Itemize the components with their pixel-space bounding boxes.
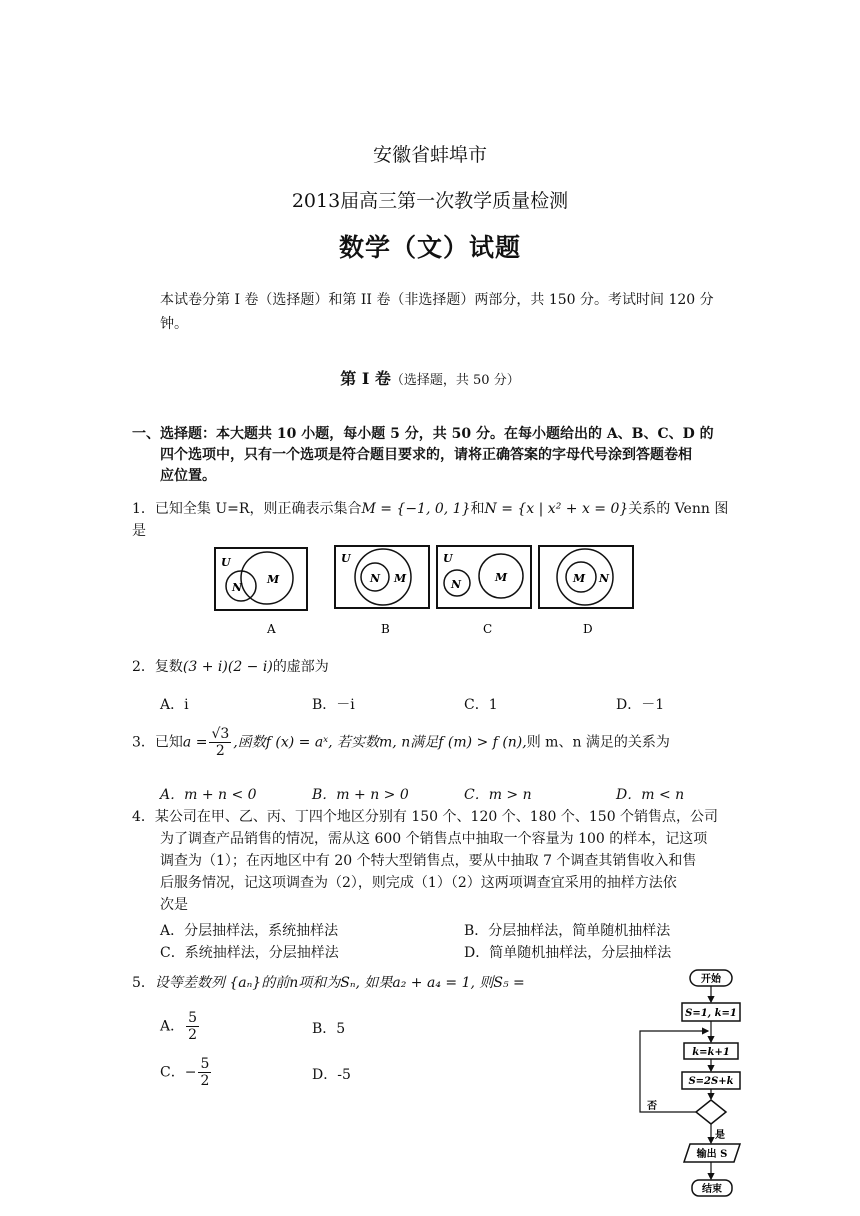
exam-line: 2013届高三第一次教学质量检测 — [291, 190, 569, 212]
q3-option-a[interactable]: A．m + n < 0 — [160, 787, 257, 803]
page-title: 数学（文）试题 — [338, 233, 521, 262]
venn-option-letter: A — [267, 622, 276, 636]
section-heading — [132, 424, 742, 487]
question-number: 5． — [132, 975, 155, 991]
question-3 — [132, 726, 742, 759]
q3-option-c[interactable]: C．m > n — [464, 787, 532, 803]
q4-option-b[interactable]: B．分层抽样法，简单随机抽样法 — [464, 923, 671, 939]
venn-u-label: U — [341, 552, 351, 565]
flow-init-label: S=1, k=1 — [685, 1008, 737, 1019]
q5-option-b[interactable]: B．5 — [312, 1021, 346, 1037]
venn-u-label: U — [221, 556, 231, 569]
flow-step2-label: S=2S+k — [688, 1076, 734, 1087]
section-line-1: 一、选择题：本大题共 10 小题，每小题 5 分，共 50 分。在每小题给出的 A、B、C、D 的 — [132, 426, 714, 442]
venn-option-d — [539, 546, 633, 636]
venn-m-label: M — [394, 572, 407, 585]
question-text: 已知全集 U=R，则正确表示集合 — [154, 501, 362, 517]
question-text: 复数 — [154, 659, 183, 675]
venn-n-label: N — [451, 578, 462, 591]
question-text: 后服务情况，记这项调查为（2），则完成（1）（2）这两项调查宜采用的抽样方法依 — [160, 875, 677, 891]
q2-option-b[interactable]: B．－i — [312, 697, 355, 713]
function-expr: ,函数f (x) = aˣ, 若实数m, n满足f (m) > f (n), — [233, 734, 527, 751]
complex-expr: (3 + i)(2 − i) — [182, 659, 273, 675]
venn-n-label: N — [232, 581, 243, 594]
question-2 — [132, 656, 742, 678]
question-number: 1． — [132, 501, 155, 517]
venn-u-label: U — [443, 552, 453, 565]
question-text: 和 — [470, 501, 485, 517]
flow-start-label: 开始 — [701, 974, 721, 985]
question-number: 2． — [132, 659, 155, 675]
fraction-sqrt3-over-2: $\frac{√3}{2}$ — [211, 726, 230, 759]
intro-text: 本试卷分第 I 卷（选择题）和第 II 卷（非选择题）两部分，共 150 分。考试时间 120 分钟。 — [160, 292, 714, 332]
q5-option-c[interactable]: C．− $\frac{5}{2}$ — [160, 1056, 210, 1089]
flow-no-label: 否 — [647, 1101, 657, 1112]
flow-end-label: 结束 — [702, 1184, 722, 1195]
question-4-body — [160, 828, 740, 916]
question-1 — [132, 498, 742, 542]
venn-m-label: M — [573, 572, 586, 585]
part-title — [0, 366, 860, 389]
venn-option-letter: C — [483, 622, 493, 636]
q2-option-c[interactable]: C．1 — [464, 697, 498, 713]
q3-option-d[interactable]: D．m < n — [616, 787, 685, 803]
question-text: 的虚部为 — [272, 659, 329, 675]
q3-option-b[interactable]: B．m + n > 0 — [312, 787, 409, 803]
venn-option-letter: B — [381, 622, 390, 636]
section-line-2: 四个选项中，只有一个选项是符合题目要求的，请将正确答案的字母代号涂到答题卷相 — [160, 447, 692, 463]
question-text: 关系的 Venn 图是 — [132, 501, 729, 539]
question-number: 3． — [132, 734, 155, 751]
question-text: 为了调查产品销售的情况，需从这 600 个销售点中抽取一个容量为 100 的样本，记这项 — [160, 831, 708, 847]
question-text: 次是 — [160, 897, 188, 913]
question-5 — [132, 972, 552, 994]
q5-option-d[interactable]: D．-5 — [312, 1067, 351, 1083]
set-m-expr: M = {−1, 0, 1} — [361, 501, 471, 517]
venn-option-a — [215, 548, 307, 636]
question-text: 某公司在甲、乙、丙、丁四个地区分别有 150 个、120 个、180 个、150 个销售点，公司 — [154, 809, 719, 825]
q2-option-d[interactable]: D．－1 — [616, 697, 665, 713]
question-4 — [132, 806, 742, 828]
venn-option-letter: D — [583, 622, 593, 636]
a-expr: a = — [182, 734, 208, 751]
venn-m-label: M — [267, 573, 280, 586]
school-line: 安徽省蚌埠市 — [372, 144, 487, 166]
section-line-3: 应位置。 — [160, 468, 216, 484]
venn-option-c — [437, 546, 531, 636]
venn-diagrams — [205, 540, 645, 640]
flowchart — [620, 968, 750, 1208]
question-text: 调查为（1）；在丙地区中有 20 个特大型销售点，要从中抽取 7 个调查其销售收入和售 — [160, 853, 697, 869]
venn-n-label: N — [599, 572, 610, 585]
q4-option-a[interactable]: A．分层抽样法，系统抽样法 — [160, 923, 339, 939]
q4-option-d[interactable]: D．简单随机抽样法，分层抽样法 — [464, 945, 672, 961]
part-sub: （选择题，共 50 分） — [390, 373, 520, 388]
q2-option-a[interactable]: A．i — [160, 697, 189, 713]
flow-yes-label: 是 — [715, 1130, 725, 1141]
question-text: 已知 — [154, 734, 183, 751]
venn-n-label: N — [370, 572, 381, 585]
q4-option-c[interactable]: C．系统抽样法，分层抽样法 — [160, 945, 339, 961]
question-text: 则 m、n 满足的关系为 — [526, 734, 670, 751]
set-n-expr: N = {x | x² + x = 0} — [484, 501, 629, 517]
flow-decision-node — [696, 1100, 726, 1124]
part-label: 第 Ⅰ 卷 — [340, 369, 391, 388]
question-text: 设等差数列 {aₙ}的前n项和为Sₙ, 如果a₂ + a₄ = 1, 则S₅ = — [154, 975, 525, 991]
flow-output-label: 输出 S — [696, 1149, 728, 1160]
venn-m-label: M — [495, 571, 508, 584]
question-number: 4． — [132, 809, 155, 825]
flow-step1-label: k=k+1 — [692, 1047, 730, 1058]
q5-option-a[interactable]: A． $\frac{5}{2}$ — [160, 1010, 198, 1043]
venn-option-b — [335, 546, 429, 636]
